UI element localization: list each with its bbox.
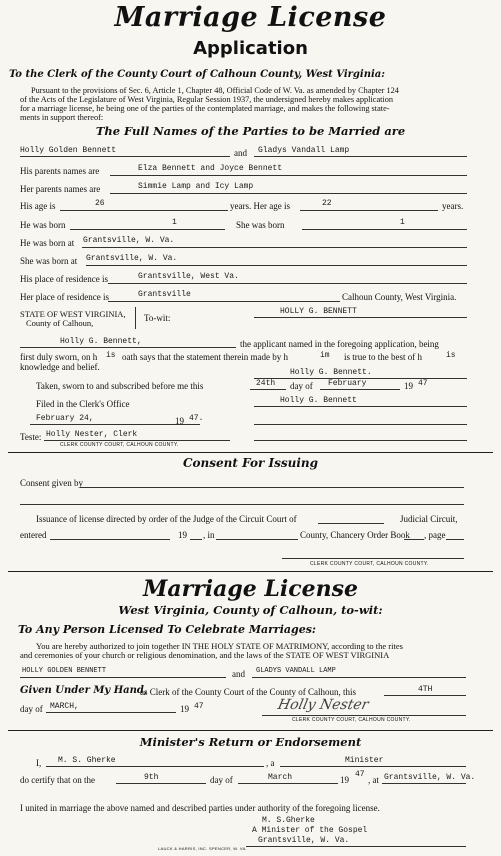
her-age: 22 [322,199,332,208]
minister-name: M. S. Gherke [58,756,116,765]
her-residence: Grantsville [138,290,191,299]
united-line: I united in marriage the above named and described parties under authority of the foregoing license. [20,803,380,813]
his-age: 26 [95,199,105,208]
consent-given-by: Consent given by [20,478,83,488]
oath-line2a: first duly sworn, on h [20,352,98,362]
minister-sig-place: Grantsville, W. Va. [258,836,350,845]
license-title: Marriage License [142,576,359,602]
intro-line-3: for a marriage license, he being one of the parties of the contemplated marriage, and makes the following state- [20,104,390,113]
she-born: 1 [400,218,405,227]
to-any-person: To Any Person Licensed To Celebrate Marriages: [18,623,316,636]
sworn-day-of: day of [290,381,313,391]
minister-sig-name: M. S.Gherke [262,816,315,825]
ministers-heading: Minister's Return or Endorsement [139,735,362,749]
document-title: Marriage License [114,2,387,33]
filed-date: February 24, [36,414,94,423]
and-label: and [234,148,247,158]
applicant-signature: HOLLY G. BENNETT [280,307,357,316]
teste-caption: CLERK COUNTY COURT, CALHOUN COUNTY. [60,442,179,448]
her-parents-label: Her parents names are [20,184,101,194]
sworn-month: February [328,379,367,388]
judicial-label: Judicial Circuit, [400,514,458,524]
license-subtitle: West Virginia, County of Calhoun, to-wit: [118,603,383,617]
bride-name: Gladys Vandall Lamp [258,146,350,155]
intro-line-1: Pursuant to the provisions of Sec. 6, Article 1, Chapter 48, Official Code of W. Va. as amended by Chapter 124 [31,86,399,95]
he-born-at-label: He was born at [20,238,75,248]
page-label: , page [424,530,446,540]
minister-sig-title: A Minister of the Gospel [252,826,368,835]
given-month: MARCH, [50,702,79,711]
license-and: and [232,669,245,679]
certify-19: 19 [340,775,349,785]
given-year: 47 [194,702,204,711]
given-day: 4TH [418,685,433,694]
divider-2 [8,571,493,572]
consent-caption: CLERK COUNTY COURT, CALHOUN COUNTY. [310,561,429,567]
groom-name: Holly Golden Bennett [20,146,117,155]
certify-month: March [268,773,293,782]
his-parents-label: His parents names are [20,166,100,176]
certify-year: 47 [355,770,365,779]
he-born-label: He was born [20,220,66,230]
entered-19: 19 [178,530,187,540]
certify-label: do certify that on the [20,775,95,785]
to-wit-label: To-wit: [144,313,171,323]
his-residence: Grantsville, West Va. [138,272,239,281]
certify-place: Grantsville, W. Va. [384,773,476,782]
oath-his-2: is [446,351,456,360]
his-parents: Elza Bennett and Joyce Bennett [138,164,283,173]
she-born-at: Grantsville, W. Va. [86,254,178,263]
oath-named: the applicant named in the foregoing application, being [240,339,439,349]
years-label-2: years. [442,201,464,211]
given-day-of: day of [20,704,43,714]
certify-day-of: day of [210,775,233,785]
oath-line2b: oath says that the statement therein made by h [122,352,288,362]
chancery-label: County, Chancery Order Book [300,530,410,540]
she-born-at-label: She was born at [20,256,78,266]
she-born-label: She was born [236,220,285,230]
authorized-line-2: and ceremonies of your church or religious denomination, and the laws of the STATE OF WEST VIRGINIA [20,650,390,660]
given-19: 19 [180,704,189,714]
divider-3 [8,730,493,731]
parties-heading: The Full Names of the Parties to be Married are [95,124,406,138]
his-residence-label: His place of residence is [20,274,108,284]
teste-label: Teste: [20,432,42,442]
filed-signature: Holly G. Bennett [280,396,357,405]
given-under: Given Under My Hand, [20,685,148,696]
filed-19: 19 [175,416,184,426]
oath-him: im [320,351,330,360]
county-suffix: Calhoun County, West Virginia. [342,292,457,302]
clerk-signature: Holly Nester [276,697,370,713]
entered-label: entered [20,530,47,540]
certify-day: 9th [144,773,159,782]
oath-line2c: is true to the best of h [344,352,422,362]
sworn-day: 24th [256,379,276,388]
filed-year: 47. [189,414,204,423]
minister-i: I, [36,758,42,768]
given-rest: as Clerk of the County Court of the County of Calhoun, this [140,687,356,697]
her-residence-label: Her place of residence is [20,292,109,302]
certify-at: , at [368,775,379,785]
intro-line-4: ments in support thereof: [20,113,104,122]
oath-signature: Holly G. Bennett. [290,368,372,377]
filed-label: Filed in the Clerk's Office [36,399,130,409]
entered-in: , in [203,530,215,540]
license-bride: GLADYS VANDALL LAMP [256,667,336,675]
oath-applicant: Holly G. Bennett, [60,337,142,346]
years-label-1: years. Her age is [230,201,290,211]
oath-bracket [130,307,136,329]
oath-his-1: is [106,351,116,360]
sworn-year: 47 [418,379,428,388]
intro-line-2: of the Acts of the Legislature of West Virginia, Regular Session 1937, the undersigned hereby makes application [20,95,394,104]
he-born: 1 [172,218,177,227]
issuance-label: Issuance of license directed by order of the Judge of the Circuit Court of [36,514,297,524]
oath-line3: knowledge and belief. [20,362,100,372]
authorized-line-1: You are hereby authorized to join together IN THE HOLY STATE OF MATRIMONY, according to the rites [36,641,403,651]
her-parents: Simmie Lamp and Icy Lamp [138,182,254,191]
he-born-at: Grantsville, W. Va. [83,236,175,245]
license-caption: CLERK COUNTY COURT, CALHOUN COUNTY. [292,717,411,723]
minister-a: , a [266,758,275,768]
consent-heading: Consent For Issuing [182,456,318,470]
printer-mark: LAUCK & HARRIS, INC. SPENCER, W. VA. [158,846,247,851]
minister-title: Minister [345,756,384,765]
sworn-19: 19 [404,381,413,391]
license-groom: HOLLY GOLDEN BENNETT [22,667,107,675]
to-clerk-line: To the Clerk of the County Court of Calhoun County, West Virginia: [9,69,385,80]
teste-value: Holly Nester, Clerk [46,430,138,439]
his-age-label: His age is [20,201,56,211]
sworn-label: Taken, sworn to and subscribed before me this [36,381,204,391]
divider-1 [8,452,493,453]
document-subtitle: Application [193,38,308,59]
county-label: County of Calhoun, [26,318,94,328]
state-label: STATE OF WEST VIRGINIA, [20,309,126,319]
